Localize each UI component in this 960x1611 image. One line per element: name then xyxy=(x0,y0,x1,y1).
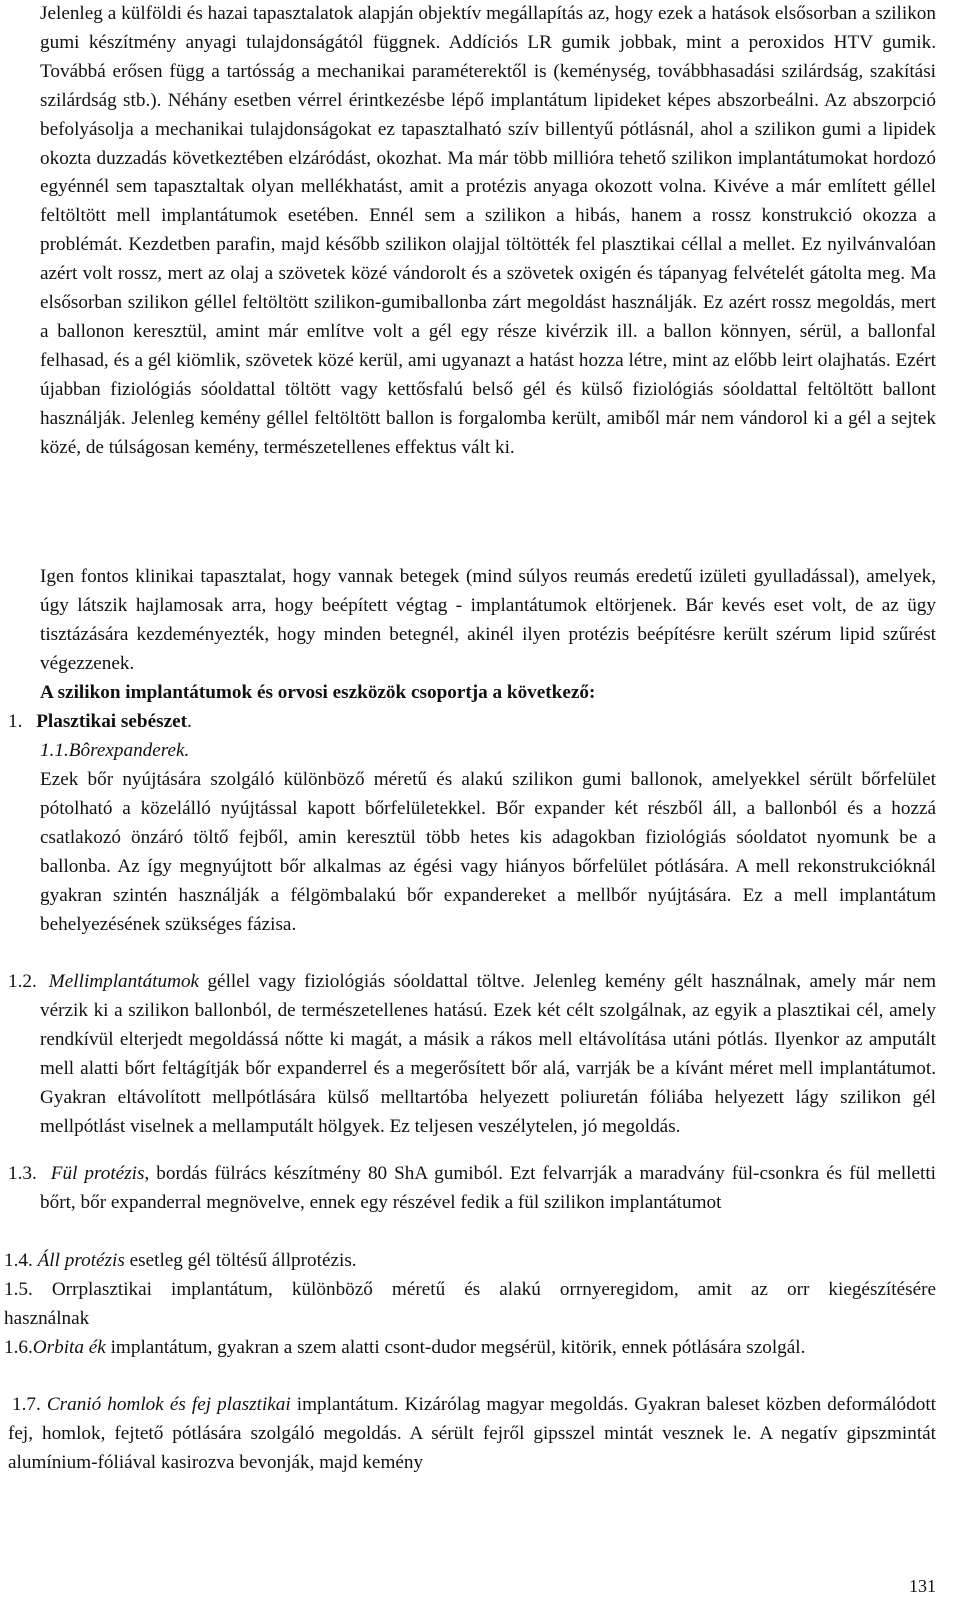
subitem-number: 1.3. xyxy=(8,1163,37,1184)
paragraph-text: Ezek bőr nyújtására szolgáló különböző méretű és alakú szilikon gumi ballonok, amelyekkel sérült bőrfelület pótolható a közelálló nyújtással kapott bőrfelületekkel. Bőr expander két részből áll, a ballonból és a hozzá csatlakozó önzáró töltő fejből, amin keresztül több hetes kis adagokban fiziológiás sóoldatot nyomunk be a ballonba. Az így megnyújtott bőr alkalmas az égési vagy hiányos bőrfelület pótlására. A mell rekonstrukcióknál gyakran szintén használják a félgömbalakú bőr expandereket a mellbőr nyújtására. Ez a mell implantátum behelyezésének szükséges fázisa. xyxy=(40,769,936,935)
subitem-number: 1.4. xyxy=(4,1250,33,1271)
subitem-paragraph xyxy=(8,1160,936,1218)
subitem-text: , bordás fülrács készítmény 80 ShA gumiból. Ezt felvarrják a maradvány fül-csonkra és fül melletti bőrt, bőr expanderral megnövelve, ennek egy részével fedik a fül szilikon implantátumot xyxy=(40,1163,936,1213)
subitem-paragraph xyxy=(4,1334,936,1363)
subitem-paragraph xyxy=(8,1391,936,1478)
subitem-1-7 xyxy=(8,1391,936,1478)
page-number: 131 xyxy=(909,1576,936,1596)
subitem-1-1-text xyxy=(40,766,936,939)
subitem-paragraph xyxy=(8,968,936,1141)
subitem-1-4 xyxy=(4,1247,936,1276)
subitem-1-3 xyxy=(8,1160,936,1218)
list-item-title: Plasztikai sebészet xyxy=(36,711,187,732)
subitem-number: 1.7. xyxy=(12,1394,41,1415)
heading-text: A szilikon implantátumok és orvosi eszközök csoportja a következő: xyxy=(40,682,596,703)
subitem-title-line xyxy=(40,737,936,766)
list-item-number: 1. xyxy=(8,711,23,732)
subitem-title: Orbita ék xyxy=(32,1337,106,1358)
subitem-title: 1.1.Bôrexpanderek. xyxy=(40,740,190,761)
subitem-title: Fül protézis xyxy=(50,1163,145,1184)
subitem-paragraph: 1.5. Orrplasztikai implantátum, különböző méretű és alakú orrnyeregidom, amit az orr kiegészítésére használnak xyxy=(4,1279,936,1329)
subitem-text: implantátum, gyakran a szem alatti csont-dudor megsérül, kitörik, ennek pótlására szolgál. xyxy=(105,1337,806,1358)
subitem-text: implantátum. Kizárólag magyar megoldás. Gyakran baleset közben deformálódott fej, homlok, fejtető pótlására szolgáló megoldás. A sérült fejről gipsszel mintát vesznek le. A negatív gipszmintát alumínium-fóliával kasirozva bevonják, majd kemény xyxy=(8,1394,936,1473)
list-item-dot: . xyxy=(187,711,192,732)
list-item-1 xyxy=(8,708,936,737)
subitem-title: Áll protézis xyxy=(37,1250,125,1271)
paragraph-text: Igen fontos klinikai tapasztalat, hogy vannak betegek (mind súlyos reumás eredetű izületi gyulladással), amelyek, úgy látszik hajlamosak arra, hogy beépített végtag - implantátumok eltörjenek. Bár kevés eset volt, de az ügy tisztázására kezdeményezték, hogy minden betegnél, akinél ilyen protézis beépítésre került szérum lipid szűrést végezzenek. xyxy=(40,566,936,674)
subitem-1-5 xyxy=(4,1276,936,1334)
paragraph-text: Jelenleg a külföldi és hazai tapasztalatok alapján objektív megállapítás az, hogy ezek a hatások elsősorban a szilikon gumi készítmény anyagi tulajdonságától függnek. Addíciós LR gumik jobbak, mint a peroxidos HTV gumik. Továbbá erősen függ a tartósság a mechanikai paraméterektől is (keménység, továbbhasadási szilárdság, szakítási szilárdság stb.). Néhány esetben vérrel érintkezésbe lépő implantátum lipideket képes abszorbeálni. Az abszorpció befolyásolja a mechanikai tulajdonságokat ez tapasztalható szív billentyű pótlásnál, ahol a szilikon gumi a lipidek okozta duzzadás következtében elzáródást, okozhat. Ma már több millióra tehető szilikon implantátumokat hordozó egyénnél sem tapasztaltak olyan mellékhatást, amit a protézis anyaga okozott volna. Kivéve a már említett géllel feltöltött mell implantátumok esetében. Ennél sem a szilikon a hibás, hanem a rossz konstrukció okozza a problémát. Kezdetben parafin, majd később szilikon olajjal töltötték fel plasztikai céllal a mellet. Ez nyilvánvalóan azért volt rossz, mert az olaj a szövetek közé vándorolt és a szövetek oxigén és tápanyag felvételét gátolta meg. Ma elsősorban szilikon géllel feltöltött szilikon-gumiballonba zárt megoldást használják. Ez azért rossz megoldás, mert a ballonon keresztül, amint már említve volt a gél egy része kivérzik ill. a ballon könnyen, sérül, a ballonfal felhasad, és a gél kiömlik, szövetek közé kerül, ami ugyanazt a hatást hozza létre, mint az előbb leirt olajhatás. Ezért újabban fiziológiás sóoldattal töltött vagy kettősfalú belső gél és külső fiziológiás sóoldattal feltöltött ballont használják. Jelenleg kemény géllel feltöltött ballon is forgalomba került, amiből már nem vándorol ki a gél a sejtek közé, de túlságosan kemény, természetellenes effektus vált ki. xyxy=(40,3,936,458)
list-item-1-line xyxy=(8,708,936,737)
intro-paragraph-2 xyxy=(40,563,936,679)
subitem-1-6 xyxy=(4,1334,936,1363)
subitem-title: Mellimplantátumok xyxy=(48,971,200,992)
subitem-number: 1.6. xyxy=(4,1337,33,1358)
section-heading xyxy=(40,679,936,708)
subitem-title: Cranió homlok és fej plasztikai xyxy=(46,1394,291,1415)
subitem-1-2 xyxy=(8,968,936,1141)
subitem-paragraph xyxy=(4,1247,936,1276)
intro-paragraph-1 xyxy=(40,0,936,463)
subitem-number: 1.2. xyxy=(8,971,37,992)
subitem-1-1-title xyxy=(40,737,936,766)
subitem-text: géllel vagy fiziológiás sóoldattal töltve. Jelenleg kemény gélt használnak, amely már nem vérzik ki a szilikon ballonból, de természetellenes hatású. Ezek két célt szolgálnak, az egyik a plasztikai cél, amely rendkívül elterjedt megoldássá nőtte ki magát, a másik a rákos mell eltávolítása utáni pótlás. Ilyenkor az amputált mell alatti bőrt feltágítják bőr expanderrel és a megerősített bőr alá, varrják be a kívánt méret mell implantátumot. Gyakran eltávolított mellpótlására külső melltartóba helyezett poliuretán fóliába helyezett lágy szilikon gél mellpótlást viselnek a mellamputált hölgyek. Ez teljesen veszélytelen, jó megoldás. xyxy=(40,971,936,1137)
subitem-text: esetleg gél töltésű állprotézis. xyxy=(124,1250,357,1271)
